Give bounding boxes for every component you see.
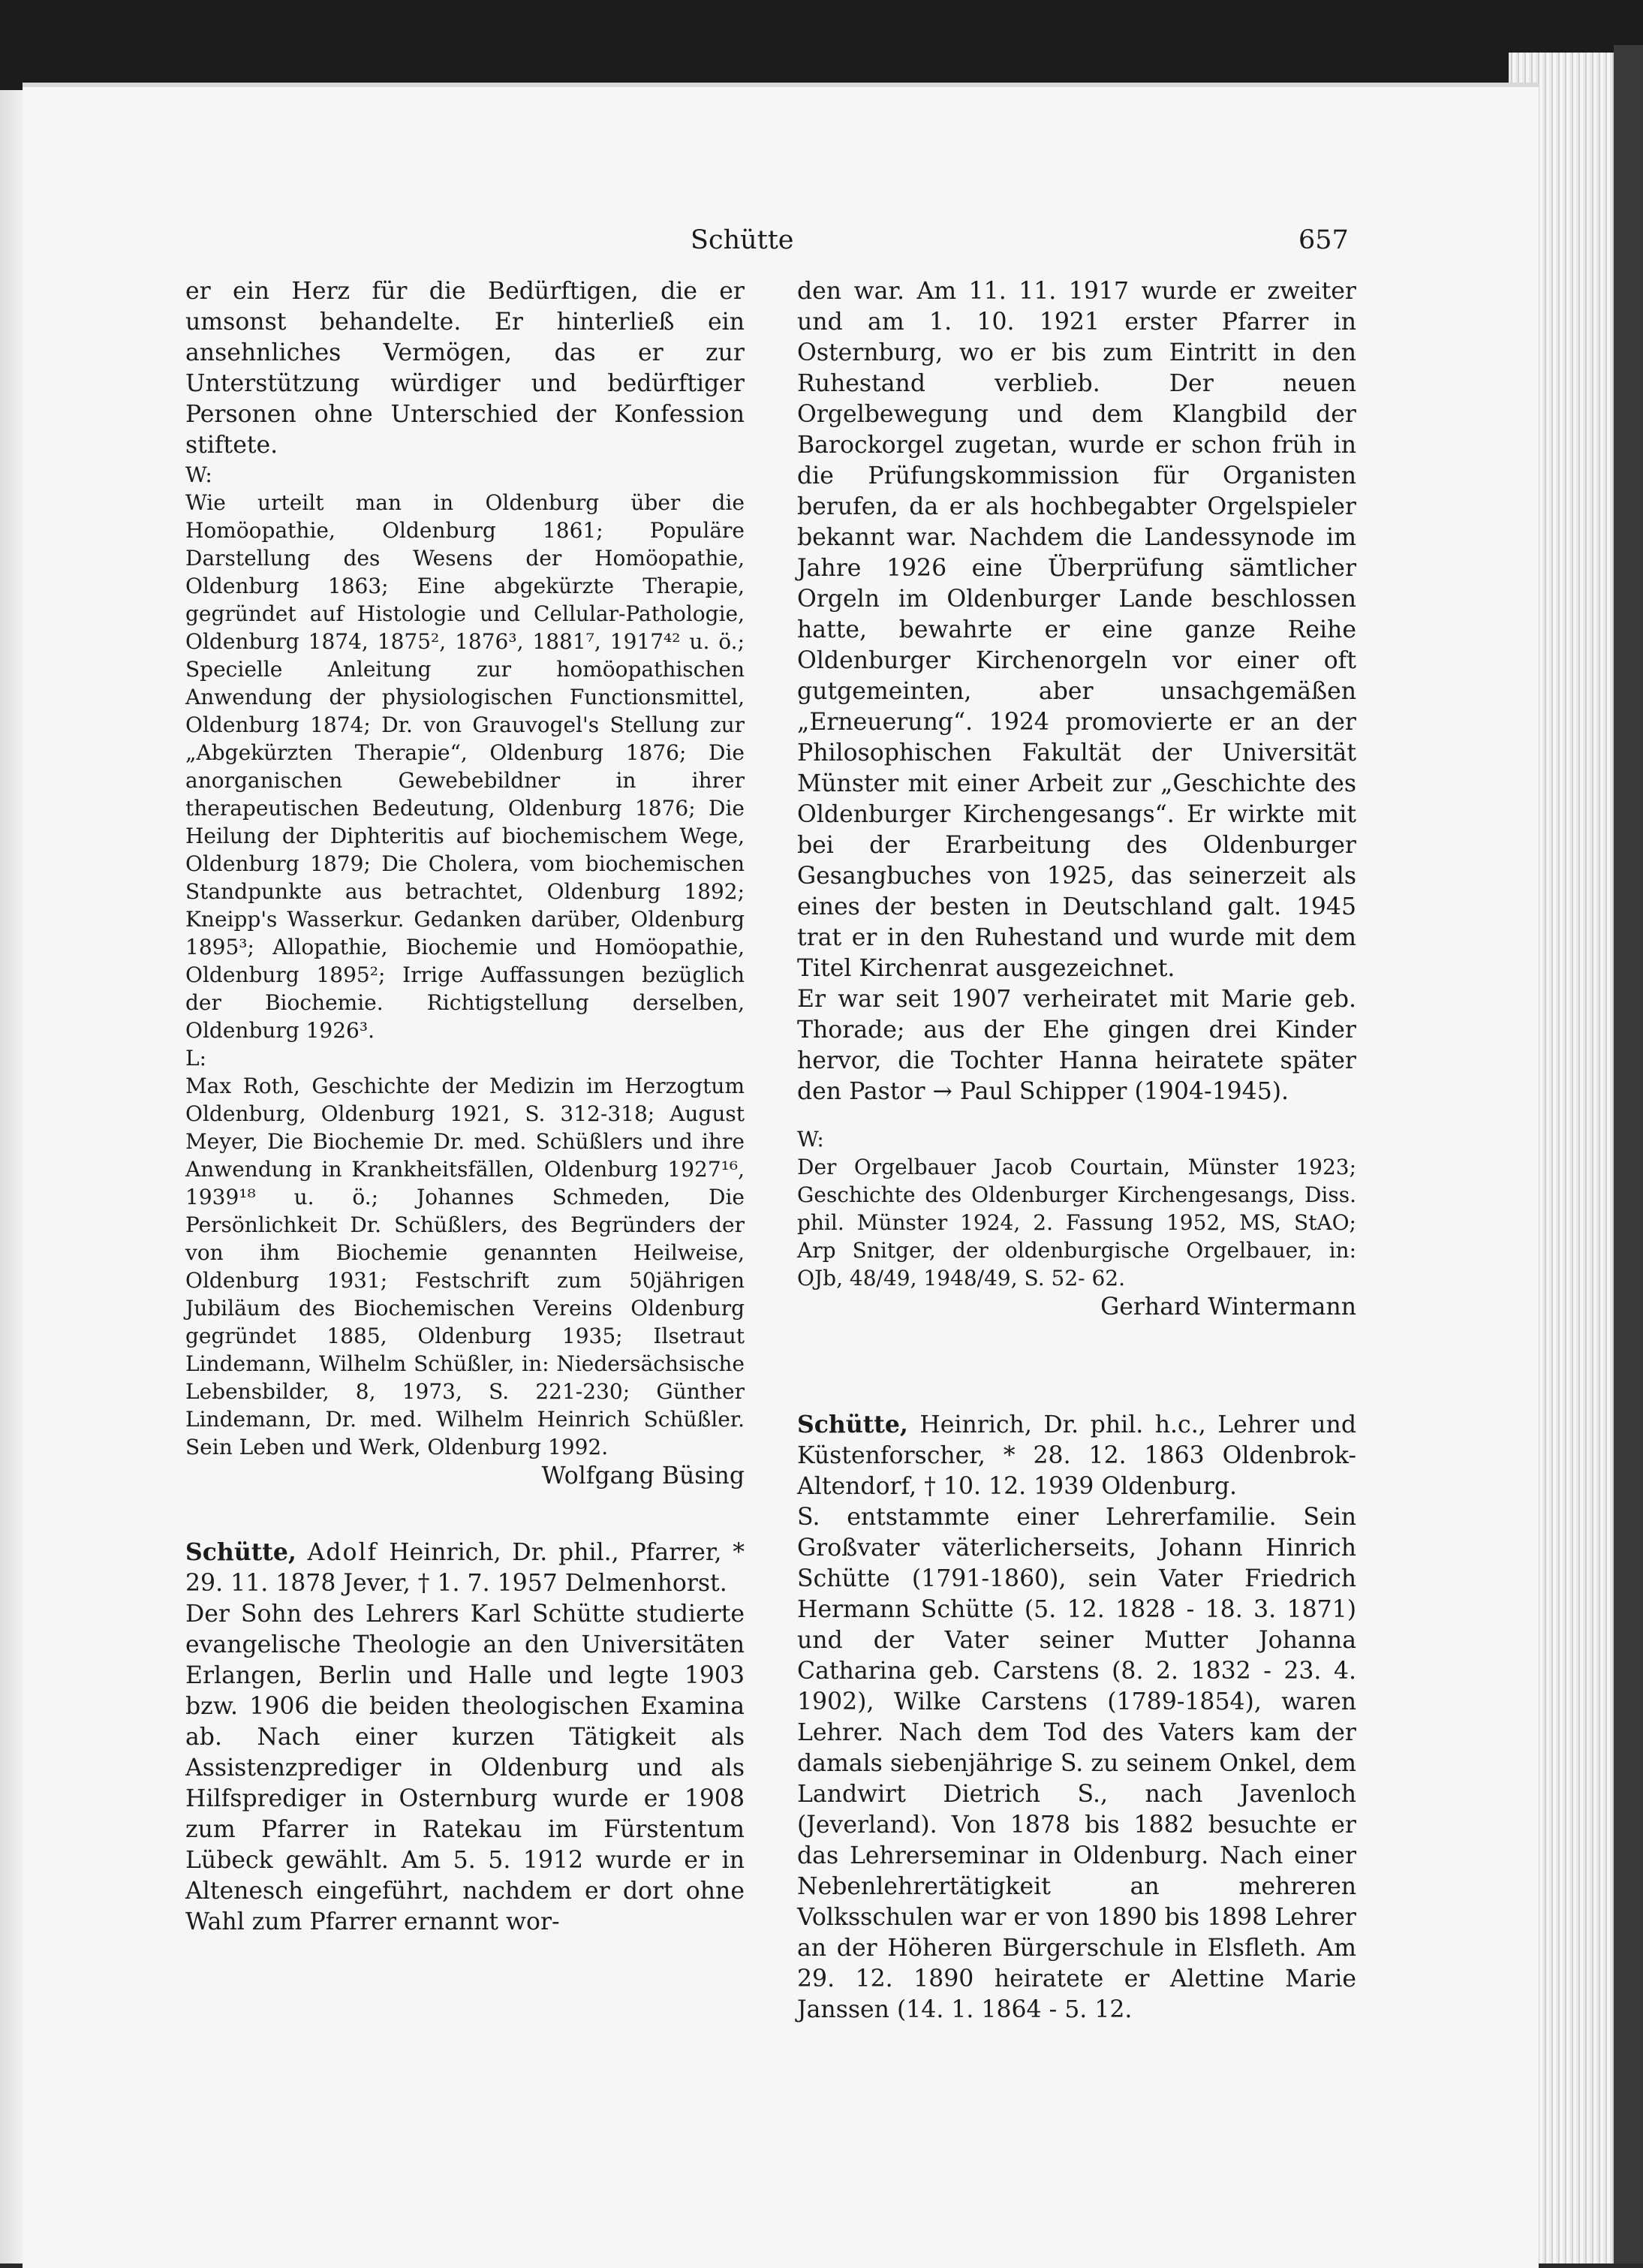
entry-separator (185, 1492, 745, 1537)
literature-label: L: (185, 1046, 207, 1071)
literature-list: Max Roth, Geschichte der Medizin im Herzogtum Oldenburg, Oldenburg 1921, S. 312-318; August Meyer, Die Biochemie Dr. med. Schüßlers und ihre Anwendung in Krankheitsfällen, Oldenburg 1927¹⁶, 1939¹⁸ u. ö.; Johannes Schmeden, Die Persönlichkeit Dr. Schüßlers, des Begründers der von ihm Biochemie genannten Heilweise, Oldenburg 1931; Festschrift zum 50jährigen Jubiläum des Biochemischen Vereins Oldenburg gegründet 1885, Oldenburg 1935; Ilsetraut Lindemann, Wilhelm Schüßler, in: Niedersächsische Lebensbilder, 8, 1973, S. 221-230; Günther Lindemann, Dr. med. Wilhelm Heinrich Schüßler. Sein Leben und Werk, Oldenburg 1992. (185, 1074, 745, 1459)
entry-2-body: Der Sohn des Lehrers Karl Schütte studierte evangelische Theologie an den Universitäten Erlangen, Berlin und Halle und legte 1903 bzw. 1906 die beiden theologischen Examina ab. Nach einer kurzen Tätigkeit als Assistenzprediger in Oldenburg und als Hilfsprediger in Osternburg wurde er 1908 zum Pfarrer in Ratekau im Fürstentum Lübeck gewählt. Am 5. 5. 1912 wurde er in Altenesch eingeführt, nachdem er dort ohne Wahl zum Pfarrer ernannt wor- (185, 1601, 745, 1935)
entry-2-continuation: den war. Am 11. 11. 1917 wurde er zweiter und am 1. 10. 1921 erster Pfarrer in Osternburg, wo er bis zum Eintritt in den Ruhestand verblieb. Der neuen Orgelbewegung und dem Klangbild der Barockorgel zugetan, wurde er schon früh in die Prüfungskommission für Organisten berufen, da er als hochbegabter Orgelspieler bekannt war. Nachdem die Landessynode im Jahre 1926 eine Überprüfung sämtlicher Orgeln im Oldenburger Lande beschlossen hatte, bewahrte er eine ganze Reihe Oldenburger Kirchenorgeln vor einer oft gutgemeinten, aber unsachgemäßen „Erneuerung“. 1924 promovierte er an der Philosophischen Fakultät der Universität Münster mit einer Arbeit zur „Geschichte des Oldenburger Kirchengesangs“. Er wirkte mit bei der Erarbeitung des Oldenburger Gesangbuches von 1925, das seinerzeit als eines der besten in Deutschland galt. 1945 trat er in den Ruhestand und wurde mit dem Titel Kirchenrat ausgezeichnet. (797, 278, 1356, 982)
entry-2-surname: Schütte, (185, 1538, 296, 1566)
works-list: Wie urteilt man in Oldenburg über die Homöopathie, Oldenburg 1861; Populäre Darstellung des Wesens der Homöopathie, Oldenburg 1863; Eine abgekürzte Therapie, gegründet auf Histologie und Cellular-Pathologie, Oldenburg 1874, 1875², 1876³, 1881⁷, 1917⁴² u. ö.; Specielle Anleitung zur homöopathischen Anwendung der physiologischen Functionsmittel, Oldenburg 1874; Dr. von Grauvogel's Stellung zur „Abgekürzten Therapie“, Oldenburg 1876; Die anorganischen Gewebebildner in ihrer therapeutischen Bedeutung, Oldenburg 1876; Die Heilung der Diphteritis auf biochemischem Wege, Oldenburg 1879; Die Cholera, vom biochemischen Standpunkte aus betrachtet, Oldenburg 1892; Kneipp's Wasserkur. Gedanken darüber, Oldenburg 1895³; Allopathie, Biochemie und Homöopathie, Oldenburg 1895²; Irrige Auffassungen bezüglich der Biochemie. Richtigstellung derselben, Oldenburg 1926³. (185, 490, 745, 1043)
running-head: Schütte (691, 225, 794, 255)
entry-3-surname: Schütte, (797, 1411, 908, 1438)
right-column (797, 276, 1356, 2026)
left-column (185, 276, 745, 1938)
section-gap (797, 1107, 1356, 1125)
entry-1-conclusion: er ein Herz für die Bedürftigen, die er umsonst behandelte. Er hinterließ ein ansehnliches Vermögen, das er zur Unterstützung würdiger und bedürftiger Personen ohne Unterschied der Konfession stiftete. (185, 278, 745, 459)
works-label: W: (185, 462, 212, 487)
entry-3-heading (797, 1409, 1356, 1502)
facing-page-edge (0, 90, 23, 2263)
author-signature: Gerhard Wintermann (1100, 1294, 1356, 1321)
page-number: 657 (1298, 225, 1349, 255)
entry-2-family: Er war seit 1907 verheiratet mit Marie geb. Thorade; aus der Ehe gingen drei Kinder hervor, die Tochter Hanna heiratete später den Pastor → Paul Schipper (1904-1945). (797, 986, 1356, 1105)
entry-2-heading (185, 1537, 745, 1599)
entry-2-given-name: Adolf (307, 1539, 378, 1566)
works-label: W: (797, 1127, 824, 1152)
entry-3-body: S. entstammte einer Lehrerfamilie. Sein Großvater väterlicherseits, Johann Hinrich Schütte (1791-1860), sein Vater Friedrich Hermann Schütte (5. 12. 1828 - 18. 3. 1871) und der Vater seiner Mutter Johanna Catharina geb. Carstens (8. 2. 1832 - 23. 4. 1902), Wilke Carstens (1789-1854), waren Lehrer. Nach dem Tod des Vaters kam der damals siebenjährige S. zu seinem Onkel, dem Landwirt Dietrich S., nach Javenloch (Jeverland). Von 1878 bis 1882 besuchte er das Lehrerseminar in Oldenburg. Nach einer Nebenlehrertätigkeit an mehreren Volksschulen war er von 1890 bis 1898 Lehrer an der Höheren Bürgerschule in Elsfleth. Am 29. 12. 1890 heiratete er Alettine Marie Janssen (14. 1. 1864 - 5. 12. (797, 1504, 1356, 2023)
author-signature: Wolfgang Büsing (541, 1462, 745, 1489)
entry-3-details: Heinrich, Dr. phil. h.c., Lehrer und Küstenforscher, * 28. 12. 1863 Oldenbrok-Altendorf, † 10. 12. 1939 Oldenburg. (797, 1411, 1356, 1500)
entry-2-details: Heinrich, Dr. phil., Pfarrer, * 29. 11. 1878 Jever, † 1. 7. 1957 Delmenhorst. (185, 1539, 745, 1597)
book-cover-edge (1614, 45, 1643, 2263)
entry-separator (797, 1323, 1356, 1409)
works-list: Der Orgelbauer Jacob Courtain, Münster 1923; Geschichte des Oldenburger Kirchengesangs, Diss. phil. Münster 1924, 2. Fassung 1952, MS, StAO; Arp Snitger, der oldenburgische Orgelbauer, in: OJb, 48/49, 1948/49, S. 52- 62. (797, 1155, 1356, 1291)
